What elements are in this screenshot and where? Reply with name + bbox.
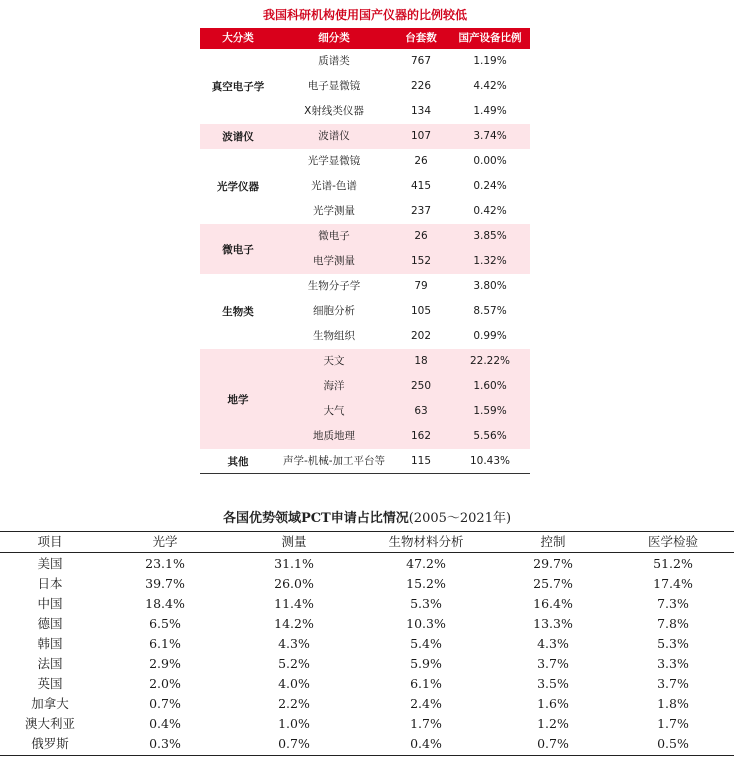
table2-value-cell: 6.5% [149,616,181,631]
table1-cell-sub: 大气 [323,405,345,417]
table2-value-cell: 2.9% [149,656,181,671]
table2-value-cell: 14.2% [274,616,314,631]
table2-value-cell: 23.1% [145,556,185,571]
table1-row [200,149,530,174]
table1-group-label: 波谱仪 [222,131,254,143]
table2-country-cell: 俄罗斯 [31,736,69,751]
table2-value-cell: 0.7% [537,736,569,751]
table2-value-cell: 0.4% [410,736,442,751]
table2-value-cell: 11.4% [274,596,314,611]
table2-row [0,574,734,594]
table2-header-cell: 生物材料分析 [388,534,464,549]
table1-cell-ratio: 3.74% [473,130,507,142]
table2-row [0,694,734,714]
table2-value-cell: 25.7% [533,576,573,591]
table1-cell-count: 79 [414,280,428,292]
table1-cell-sub: 质谱类 [318,55,350,67]
table1-header-cell: 细分类 [318,32,350,44]
table2-title [0,507,734,526]
table1-cell-sub: 天文 [323,355,345,367]
table2-value-cell: 16.4% [533,596,573,611]
table1-cell-count: 63 [414,405,428,417]
table2-value-cell: 0.3% [149,736,181,751]
table2-country-cell: 法国 [37,656,63,671]
table2-value-cell: 3.3% [657,656,689,671]
table2-value-cell: 4.0% [278,676,310,691]
table2-value-cell: 1.6% [537,696,569,711]
table2-bottom-rule [0,755,734,756]
table1-row [200,74,530,99]
table1-row [200,374,530,399]
table2-country-cell: 日本 [37,576,63,591]
table2-header-cell: 医学检验 [647,534,698,549]
table2-country-cell: 澳大利亚 [24,716,75,731]
table2-value-cell: 4.3% [537,636,569,651]
table1-cell-count: 134 [410,105,432,117]
table2-header-cell: 项目 [37,534,63,549]
table1-cell-sub: 声学-机械-加工平台等 [282,455,386,467]
table2-country-cell: 中国 [37,596,63,611]
table1-cell-ratio: 1.60% [473,380,507,392]
table1-cell-ratio: 1.49% [473,105,507,117]
table1-cell-count: 226 [410,80,432,92]
table2-row [0,714,734,734]
table1-cell-sub: 地质地理 [313,430,355,442]
table1-row [200,349,530,374]
table1-cell-sub: 光学显微镜 [307,155,361,167]
table1-cell-count: 115 [410,455,432,467]
table1-cell-ratio: 3.85% [473,230,507,242]
table2-country-cell: 韩国 [37,636,63,651]
table2-value-cell: 2.2% [278,696,310,711]
table1-cell-sub: 细胞分析 [313,305,355,317]
table2-value-cell: 7.8% [657,616,689,631]
table1-row [200,324,530,349]
table1-group-label: 地学 [227,393,249,406]
table1-header-cell: 国产设备比例 [458,32,522,44]
table1-row [200,49,530,74]
table1-row [200,299,530,324]
table2-header-cell: 控制 [540,534,566,549]
table1-cell-count: 162 [410,430,432,442]
table1-bottom-rule [200,473,530,474]
table1-group-label: 光学仪器 [217,181,259,193]
table1-group-label: 真空电子学 [211,81,265,93]
table1-cell-ratio: 10.43% [469,455,511,467]
table1-header-cell: 台套数 [405,32,437,44]
table1-cell-sub: X射线类仪器 [304,105,364,117]
table2-value-cell: 2.0% [149,676,181,691]
table1-row [200,449,530,474]
table2-row [0,554,734,574]
table2-value-cell: 5.3% [410,596,442,611]
table2-value-cell: 47.2% [406,556,446,571]
table1-cell-ratio: 0.24% [473,180,507,192]
table2-value-cell: 18.4% [145,596,185,611]
table2-value-cell: 2.4% [410,696,442,711]
table1-cell-sub: 微电子 [318,230,350,242]
table1-header-cell: 大分类 [222,32,254,44]
table1-group-label: 其他 [227,455,249,468]
table2-row [0,594,734,614]
table1-row [200,224,530,249]
table2-value-cell: 13.3% [533,616,573,631]
table1-cell-sub: 海洋 [323,380,345,392]
table2-value-cell: 5.2% [278,656,310,671]
table1-cell-ratio: 0.42% [473,205,507,217]
table2-value-cell: 1.0% [278,716,310,731]
table1-cell-ratio: 0.99% [473,330,507,342]
table1-cell-count: 26 [414,155,428,167]
table2-value-cell: 3.7% [657,676,689,691]
table2-value-cell: 6.1% [410,676,442,691]
table2-value-cell: 1.7% [657,716,689,731]
table2-row [0,634,734,654]
table1-cell-sub: 电学测量 [313,255,355,267]
table1-row [200,124,530,149]
table1-cell-count: 107 [410,130,432,142]
table1-cell-ratio: 1.59% [473,405,507,417]
table1-cell-count: 767 [410,55,432,67]
table1-cell-sub: 光学测量 [313,205,355,217]
table2-value-cell: 29.7% [533,556,573,571]
table2-header-row [0,532,734,552]
table1-title: 我国科研机构使用国产仪器的比例较低 [262,8,467,22]
table2-country-cell: 加拿大 [31,696,69,711]
table2-value-cell: 5.4% [410,636,442,651]
table2-row [0,614,734,634]
table2-value-cell: 39.7% [145,576,185,591]
table1-group-label: 生物类 [222,306,254,318]
table2-value-cell: 0.5% [657,736,689,751]
table2-value-cell: 3.5% [537,676,569,691]
table2-value-cell: 26.0% [274,576,314,591]
table1-cell-ratio: 8.57% [473,305,507,317]
table2-value-cell: 0.4% [149,716,181,731]
table1-cell-sub: 生物分子学 [307,280,361,292]
table1-cell-sub: 波谱仪 [318,130,350,142]
table1-cell-ratio: 0.00% [473,155,507,167]
table1-row [200,424,530,449]
table2-value-cell: 10.3% [406,616,446,631]
table2-value-cell: 51.2% [653,556,693,571]
table2-row [0,654,734,674]
table2-header-cell: 测量 [281,534,307,549]
table2-header-rule [0,552,734,553]
table1-cell-ratio: 1.32% [473,255,507,267]
table1-cell-sub: 生物组织 [313,330,355,342]
table1-cell-count: 18 [414,355,428,367]
table2-title-text: 各国优势领域PCT申请占比情况 [222,511,409,526]
table2-row [0,734,734,754]
table2-value-cell: 5.3% [657,636,689,651]
table2-period: (2005～2021年) [408,511,512,526]
table1-row [200,99,530,124]
table1-group-label: 微电子 [222,243,254,256]
table1-cell-count: 105 [410,305,432,317]
table1-cell-ratio: 22.22% [469,355,511,367]
table1-header-row [200,28,530,49]
table2-value-cell: 3.7% [537,656,569,671]
table2-country-cell: 美国 [37,556,63,571]
table1-cell-count: 250 [410,380,432,392]
table1-row [200,249,530,274]
table2-value-cell: 1.8% [657,696,689,711]
table2-value-cell: 17.4% [653,576,693,591]
table1-cell-count: 202 [410,330,432,342]
table2-value-cell: 1.7% [410,716,442,731]
table1-cell-ratio: 1.19% [473,55,507,67]
table1-row [200,399,530,424]
table2-value-cell: 15.2% [406,576,446,591]
table1-cell-ratio: 5.56% [473,430,507,442]
table2-value-cell: 0.7% [149,696,181,711]
table2-value-cell: 0.7% [278,736,310,751]
table1-cell-count: 152 [410,255,432,267]
table2-value-cell: 5.9% [410,656,442,671]
table1-row [200,174,530,199]
table1-cell-count: 237 [410,205,432,217]
table2-value-cell: 4.3% [278,636,310,651]
table2-value-cell: 1.2% [537,716,569,731]
table2-value-cell: 6.1% [149,636,181,651]
table2-header-cell: 光学 [152,534,178,549]
table1-row [200,199,530,224]
table1-body [200,49,530,473]
table2-value-cell: 7.3% [657,596,689,611]
table1-row [200,274,530,299]
table2-row [0,674,734,694]
table1-cell-sub: 电子显微镜 [307,80,361,92]
table2-country-cell: 德国 [37,616,63,631]
table2-country-cell: 英国 [37,676,63,691]
table1-cell-count: 26 [414,230,428,242]
table1-cell-ratio: 3.80% [473,280,507,292]
table1-cell-ratio: 4.42% [473,80,507,92]
table1-cell-count: 415 [410,180,432,192]
table1-cell-sub: 光谱-色谱 [311,180,357,192]
table2-value-cell: 31.1% [274,556,314,571]
